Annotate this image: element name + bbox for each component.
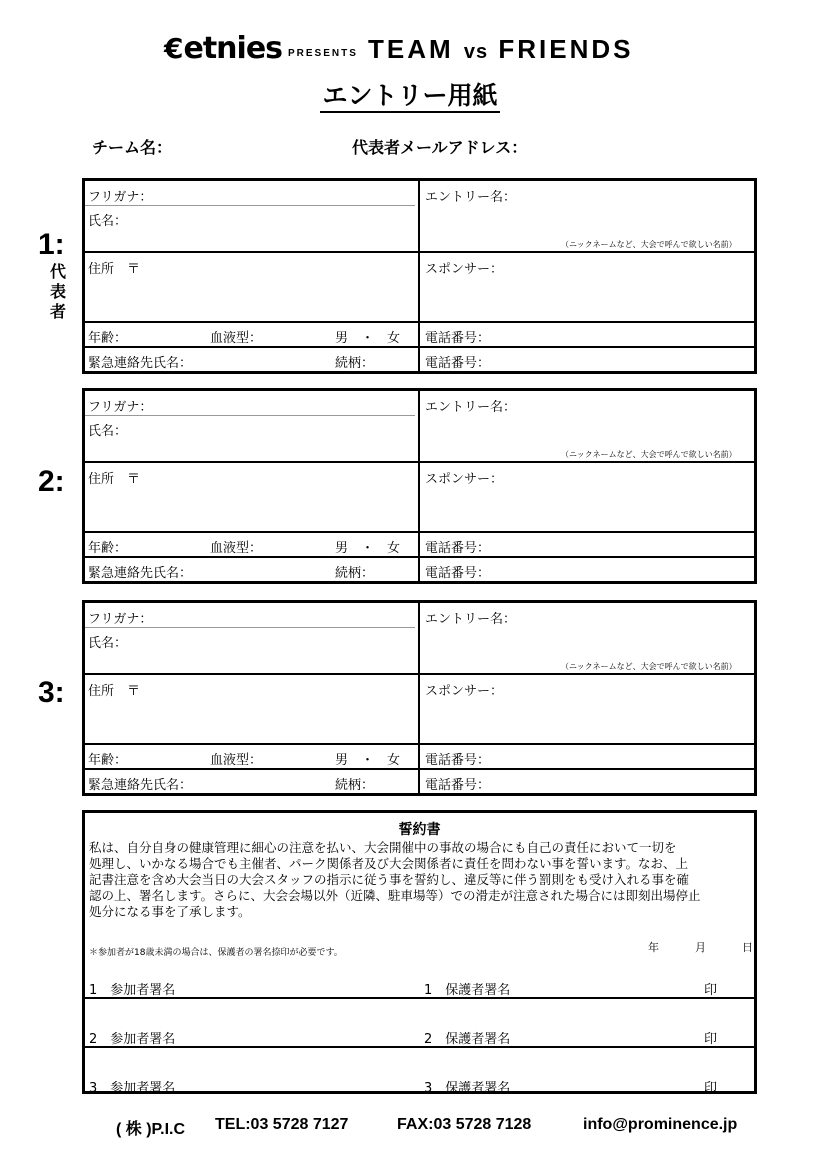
sponsor-label: スポンサー： xyxy=(425,262,504,277)
entry-section-2 xyxy=(82,388,757,584)
guardian-signature-1: 1 保護者署名 xyxy=(424,983,511,998)
presents-text: PRESENTS xyxy=(288,48,358,59)
pledge-line: 認の上、署名します。さらに、大会会場以外（近隣、駐車場等）での滑走が注意された場合には即刻出場停止 xyxy=(89,888,701,903)
column-divider xyxy=(418,391,420,581)
gender-options: 男 ・ 女 xyxy=(335,753,401,768)
footer-tel: TEL:03 5728 7127 xyxy=(215,1116,349,1133)
emergency-phone-label: 電話番号： xyxy=(425,356,491,371)
relation-label: 続柄： xyxy=(335,778,375,793)
header xyxy=(0,30,820,70)
event-team: TEAM xyxy=(368,34,454,64)
column-divider xyxy=(418,181,420,371)
entry-name-note: （ニックネームなど、大会で呼んで欲しい名前） xyxy=(561,240,737,249)
furigana-label: フリガナ： xyxy=(88,400,153,415)
section-2-number: 2: xyxy=(38,465,65,498)
entry-name-label: エントリー名： xyxy=(425,612,517,627)
emergency-phone-label: 電話番号： xyxy=(425,566,491,581)
participant-signature-1: 1 参加者署名 xyxy=(89,983,176,998)
name-label: 氏名： xyxy=(88,636,128,651)
sponsor-label: スポンサー： xyxy=(425,472,504,487)
emergency-phone-label: 電話番号： xyxy=(425,778,491,793)
blood-type-label: 血液型： xyxy=(210,541,263,556)
entry-name-label: エントリー名： xyxy=(425,190,517,205)
event-vs: vs xyxy=(463,41,489,63)
entry-section-1 xyxy=(82,178,757,374)
rep-email-label: 代表者メールアドレス： xyxy=(352,138,528,157)
emergency-contact-label: 緊急連絡先氏名： xyxy=(88,356,193,371)
address-label: 住所 〒 xyxy=(88,262,141,277)
pledge-line: 記書注意を含め大会当日の大会スタッフの指示に従う事を誓約し、違反等に伴う罰則をも受け入れる事を確 xyxy=(89,872,690,887)
entry-section-3 xyxy=(82,600,757,796)
furigana-label: フリガナ： xyxy=(88,612,153,627)
participant-signature-2: 2 参加者署名 xyxy=(89,1032,176,1047)
seal-mark-2: 印 xyxy=(704,1032,718,1047)
name-label: 氏名： xyxy=(88,214,128,229)
participant-signature-3: 3 参加者署名 xyxy=(89,1081,176,1096)
etnies-wordmark: etnies xyxy=(183,31,283,66)
address-label: 住所 〒 xyxy=(88,472,141,487)
date-day-label: 日 xyxy=(742,941,753,954)
entry-name-note: （ニックネームなど、大会で呼んで欲しい名前） xyxy=(561,662,737,671)
furigana-divider xyxy=(85,415,415,416)
guardian-signature-2: 2 保護者署名 xyxy=(424,1032,511,1047)
section-1-number: 1: xyxy=(38,228,65,261)
minor-guardian-note: ＊参加者が18歳未満の場合は、保護者の署名捺印が必要です。 xyxy=(89,948,343,958)
section-3-number: 3: xyxy=(38,676,65,709)
pledge-line: 私は、自分自身の健康管理に細心の注意を払い、大会開催中の事故の場合にも自己の責任において一切を xyxy=(89,840,677,855)
date-month-label: 月 xyxy=(695,941,706,954)
blood-type-label: 血液型： xyxy=(210,331,263,346)
page-title xyxy=(0,76,820,112)
signature-line-1 xyxy=(85,997,754,999)
name-label: 氏名： xyxy=(88,424,128,439)
emergency-contact-label: 緊急連絡先氏名： xyxy=(88,566,193,581)
gender-options: 男 ・ 女 xyxy=(335,541,401,556)
footer-fax: FAX:03 5728 7128 xyxy=(397,1116,532,1133)
phone-label: 電話番号： xyxy=(425,331,491,346)
age-label: 年齢： xyxy=(88,331,128,346)
furigana-divider xyxy=(85,205,415,206)
furigana-label: フリガナ： xyxy=(88,190,153,205)
guardian-signature-3: 3 保護者署名 xyxy=(424,1081,511,1096)
pledge-line: 処理し、いかなる場合でも主催者、パーク関係者及び大会関係者に責任を問わない事を誓います。なお、上 xyxy=(89,856,689,871)
etnies-logo xyxy=(164,32,282,66)
relation-label: 続柄： xyxy=(335,356,375,371)
team-name-label: チーム名： xyxy=(92,138,173,157)
furigana-divider xyxy=(85,627,415,628)
pledge-body xyxy=(89,840,754,920)
phone-label: 電話番号： xyxy=(425,753,491,768)
signature-line-2 xyxy=(85,1046,754,1048)
event-friends: FRIENDS xyxy=(498,34,634,64)
date-year-label: 年 xyxy=(648,941,659,954)
page-title-text: エントリー用紙 xyxy=(320,81,499,113)
phone-label: 電話番号： xyxy=(425,541,491,556)
column-divider xyxy=(418,603,420,793)
age-label: 年齢： xyxy=(88,541,128,556)
emergency-contact-label: 緊急連絡先氏名： xyxy=(88,778,193,793)
pledge-line: 処分になる事を了承します。 xyxy=(89,904,251,919)
sponsor-label: スポンサー： xyxy=(425,684,504,699)
seal-mark-1: 印 xyxy=(704,983,718,998)
footer-company: ( 株 )P.I.C xyxy=(116,1121,186,1138)
section-1-subtitle: 代表者 xyxy=(49,262,66,321)
address-label: 住所 〒 xyxy=(88,684,141,699)
age-label: 年齢： xyxy=(88,753,128,768)
gender-options: 男 ・ 女 xyxy=(335,331,401,346)
footer-email[interactable]: info@prominence.jp xyxy=(583,1116,738,1133)
pledge-section xyxy=(82,810,757,1094)
entry-name-note: （ニックネームなど、大会で呼んで欲しい名前） xyxy=(561,450,737,459)
blood-type-label: 血液型： xyxy=(210,753,263,768)
event-name xyxy=(368,34,634,67)
seal-mark-3: 印 xyxy=(704,1081,718,1096)
pledge-title: 誓約書 xyxy=(398,822,441,838)
relation-label: 続柄： xyxy=(335,566,375,581)
etnies-mark: € xyxy=(164,32,183,65)
entry-name-label: エントリー名： xyxy=(425,400,517,415)
